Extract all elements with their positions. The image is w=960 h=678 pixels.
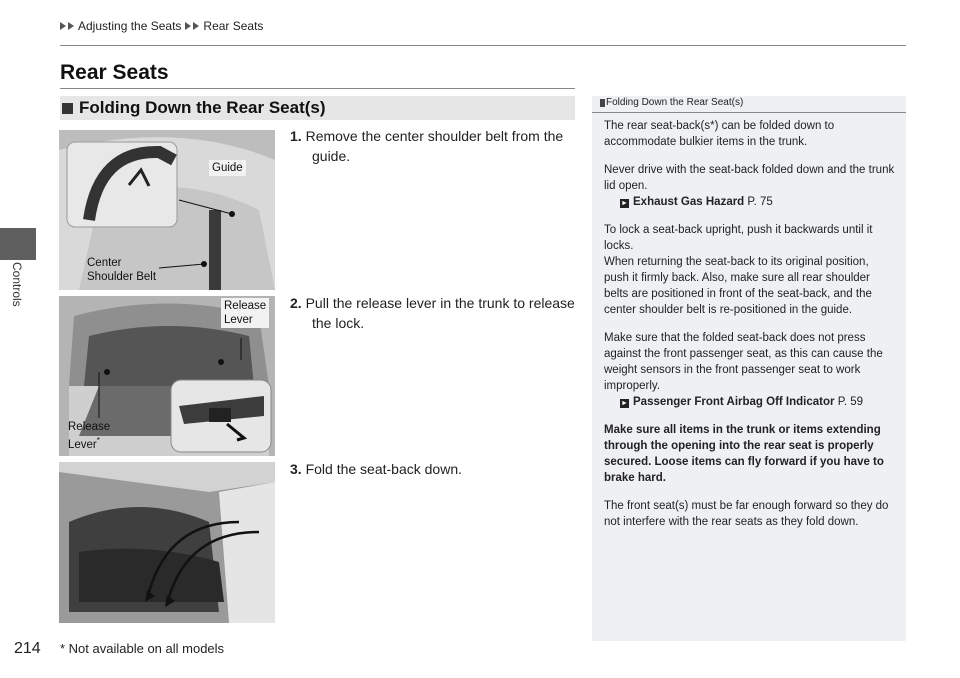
image-center-belt-guide — [59, 130, 275, 290]
note-paragraph: To lock a seat-back upright, push it backwards until it locks. When returning the seat-back to its original position, push it firmly back. Also, make sure all rear shoulder belts are positioned in front of the seat-back, and the center shoulder belt is re-positioned in the guide. — [604, 224, 873, 316]
subheading — [60, 96, 575, 120]
divider — [60, 88, 575, 89]
note-heading: Folding Down the Rear Seat(s) — [592, 96, 906, 113]
subheading-text: Folding Down the Rear Seat(s) — [79, 98, 326, 117]
triangle-icon — [68, 22, 74, 30]
note-paragraph: Never drive with the seat-back folded down and the trunk lid open. ► Exhaust Gas Hazard P. 75 — [604, 164, 895, 208]
page-number: 214 — [14, 640, 41, 657]
center-belt-callout: Center Shoulder Belt — [87, 257, 157, 283]
guide-callout: Guide — [209, 160, 246, 176]
step-3: 3. Fold the seat-back down. — [290, 461, 462, 477]
divider — [60, 45, 906, 46]
triangle-icon — [193, 22, 199, 30]
breadcrumb-item[interactable]: Rear Seats — [203, 19, 264, 33]
reference-arrow-icon: ► — [621, 200, 628, 207]
page-title: Rear Seats — [60, 61, 169, 84]
cross-reference[interactable]: ► Passenger Front Airbag Off Indicator P. 59 — [621, 396, 864, 408]
square-bullet-icon — [62, 103, 73, 114]
release-lever-alt-callout: Release Lever* — [68, 421, 111, 451]
step-2: 2. Pull the release lever in the trunk to release the lock. — [290, 295, 575, 331]
note-paragraph: Make sure that the folded seat-back does not press against the front passenger seat, as this can cause the weight sensors in the front passenger seat to work improperly. ► Passenger Front Airbag Off Indicator P. 59 — [604, 332, 883, 408]
warning-text: Make sure all items in the trunk or items extending through the opening into the rear seat is properly secured. Loose items can fly forward if you have to brake hard. — [604, 424, 884, 484]
section-tab-marker — [0, 228, 36, 260]
note-body — [604, 118, 896, 542]
triangle-icon — [60, 22, 66, 30]
reference-arrow-icon: ► — [621, 400, 628, 407]
breadcrumb — [60, 19, 263, 33]
triangle-icon — [185, 22, 191, 30]
note-paragraph: The front seat(s) must be far enough forward so they do not interfere with the rear seats as they fold down. — [604, 500, 889, 528]
breadcrumb-item[interactable]: Adjusting the Seats — [78, 19, 182, 33]
note-marker-icon — [600, 99, 605, 107]
footnote: * Not available on all models — [60, 641, 225, 656]
release-lever-callout: Release Lever — [221, 298, 269, 328]
note-paragraph: The rear seat-back(s*) can be folded down to accommodate bulkier items in the trunk. — [604, 120, 835, 148]
step-1: 1. Remove the center shoulder belt from the guide. — [290, 128, 564, 164]
section-tab-label: Controls — [10, 262, 24, 307]
image-fold-seatback — [59, 462, 275, 623]
image-release-lever — [59, 296, 275, 456]
cross-reference[interactable]: ► Exhaust Gas Hazard P. 75 — [621, 196, 773, 208]
